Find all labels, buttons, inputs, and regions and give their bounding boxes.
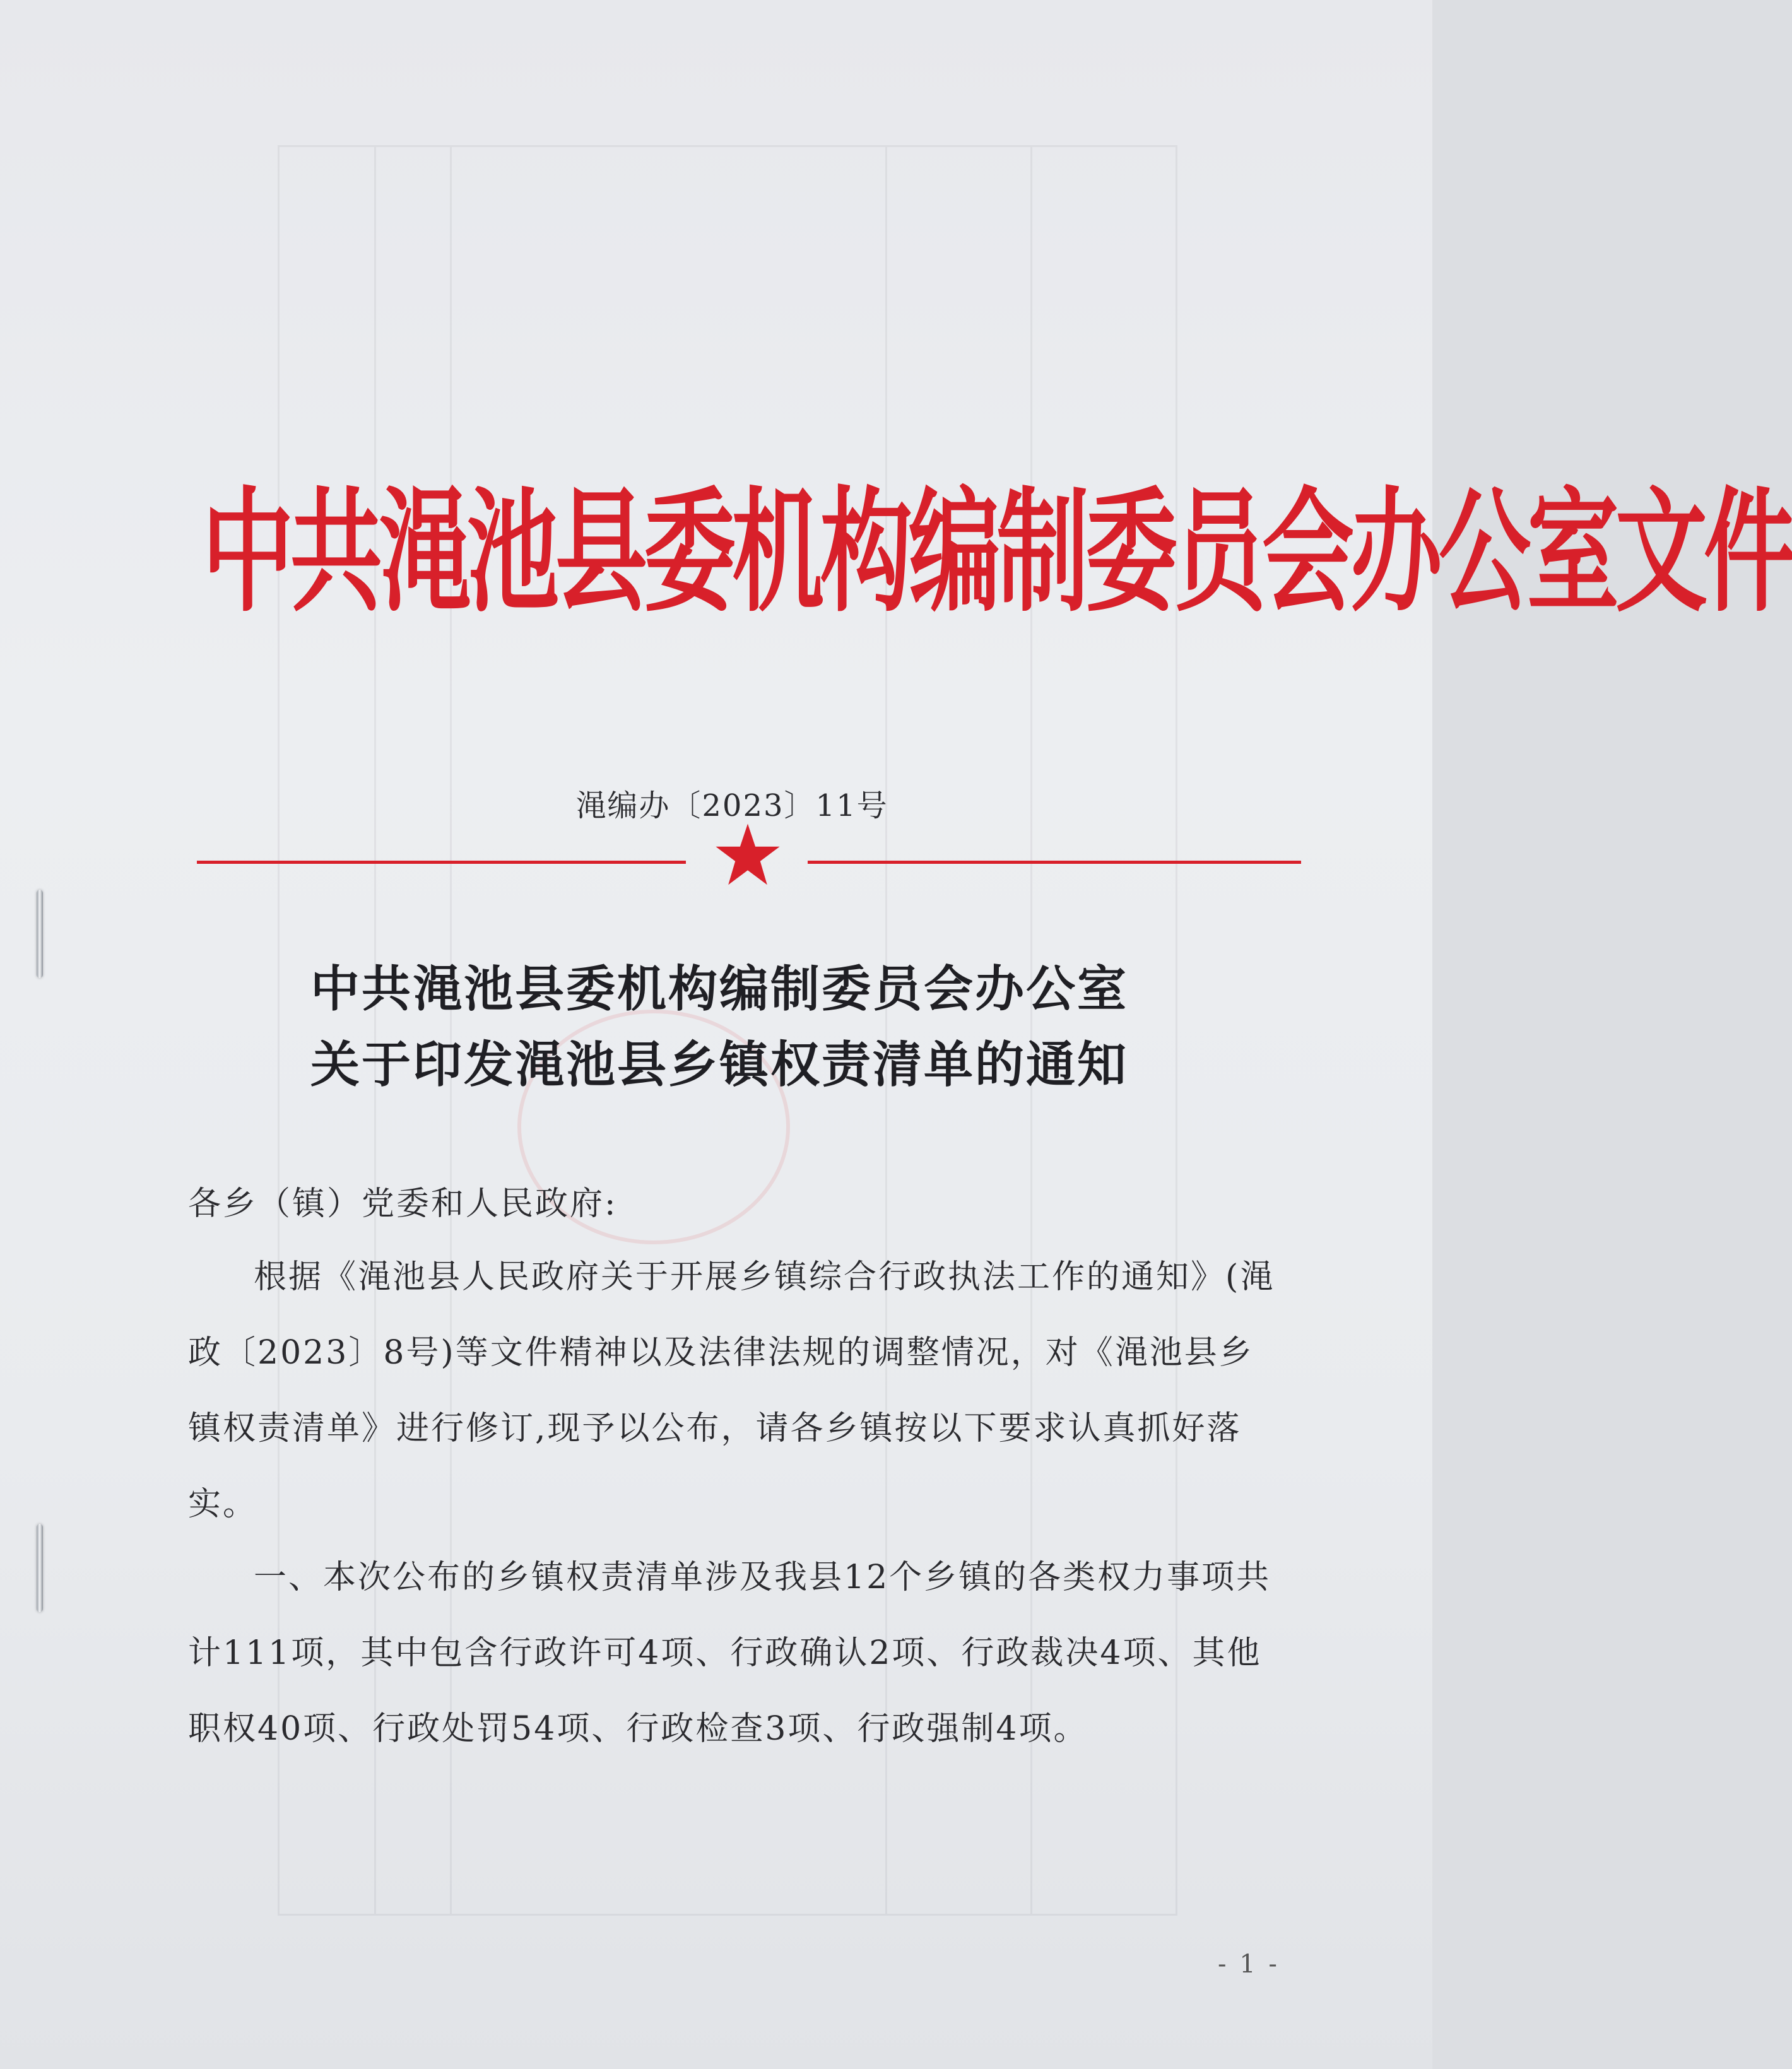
notice-title-line-1: 中共渑池县委机构编制委员会办公室 [310,960,1128,1018]
page-number: - 1 - [1218,1950,1280,1979]
red-rule-left [197,861,686,864]
red-rule-right [808,861,1301,864]
document-number: 渑编办〔2023〕11号 [575,788,888,823]
red-star-icon [713,820,782,890]
notice-title-line-2: 关于印发渑池县乡镇权责清单的通知 [310,1036,1128,1093]
staple-top [37,890,43,978]
paragraph-2: 一、本次公布的乡镇权责清单涉及我县12个乡镇的各类权力事项共计111项，其中包含行政许可4项、行政确认2项、行政裁决4项、其他职权40项、行政处罚54项、行政检查3项、行政强制4项。 [188,1559,1271,1748]
staple-bottom [37,1524,43,1612]
salutation: 各乡（镇）党委和人民政府: [188,1185,618,1223]
red-masthead: 中共渑池县委机构编制委员会办公室文件 [202,475,1792,631]
paragraph-1: 根据《渑池县人民政府关于开展乡镇综合行政执法工作的通知》(渑政〔2023〕8号)等文件精神以及法律法规的调整情况，对《渑池县乡镇权责清单》进行修订,现予以公布，请各乡镇按以下要求认真抓好落实。 [188,1258,1275,1523]
